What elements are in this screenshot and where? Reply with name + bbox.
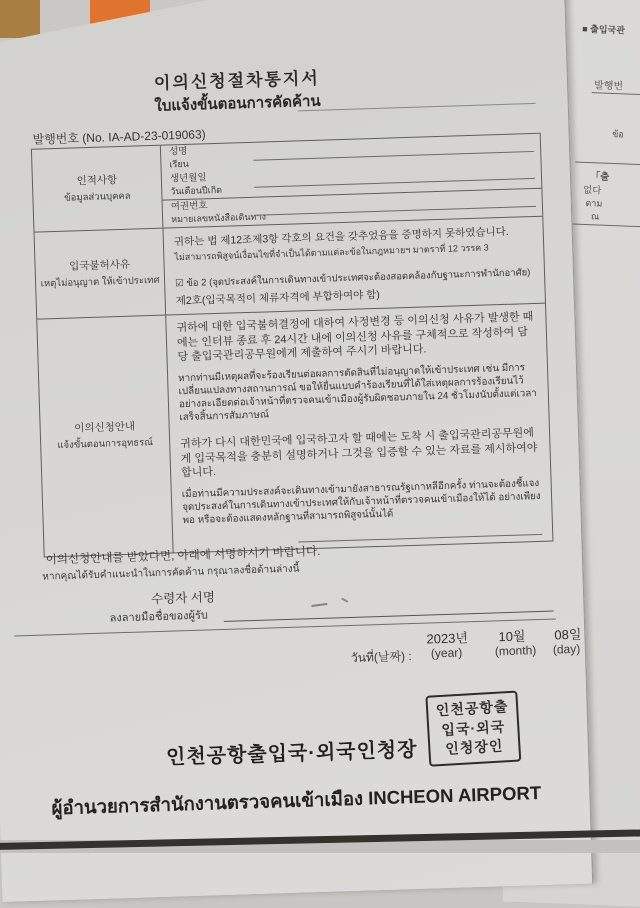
document-title-korean: 이의신청절차통지서 — [153, 68, 321, 93]
sheet2-text-fragment: ข้อ — [612, 128, 624, 140]
sign-instruction-ko: 이의신청안내를 받았다면, 아래에 서명하시기 바랍니다. — [45, 545, 321, 567]
passport-label-th: หมายเลขหนังสือเดินทาง — [171, 211, 267, 225]
denial-reason-label-th: เหตุไม่อนุญาต ให้เข้าประเทศ — [40, 274, 160, 290]
stamp-line-3: 인청장인 — [444, 737, 504, 757]
denial-reason-content — [162, 217, 545, 315]
sheet2-rule — [575, 162, 640, 168]
official-seal-stamp — [425, 691, 521, 767]
appeal-end-fill-line — [298, 530, 542, 543]
signature-label-ko: 수령자 서명 — [150, 590, 216, 607]
sheet2-text-fragment: ตาม — [585, 197, 603, 209]
birthdate-label-ko: 생년월일 — [169, 172, 207, 185]
appeal-guide-content — [165, 304, 552, 552]
section-divider-line — [14, 618, 556, 636]
personal-info-fields — [160, 134, 542, 228]
signature-label-th: ลงลายมือชื่อของผู้รับ — [109, 609, 209, 625]
appeal-paragraph-1-ko: 귀하에 대한 입국불허결정에 대하여 사정변경 등 이의신청 사유가 발생한 때에는 인터뷰 종료 후 24시간 내에 이의신청 사유를 구체적으로 작성하여 담당 출입국관리공무원에게 제출하여 주시기 바랍니다. — [176, 311, 534, 364]
denial-reason-label-ko: 입국불허사유 — [68, 258, 131, 273]
birthdate-label-th: วันเดือนปีเกิด — [170, 184, 223, 197]
appeal-paragraph-4-th: เมื่อท่านมีความประสงค์จะเดินทางเข้ามายังสาธารณรัฐเกาหลีอีกครั้ง ท่านจะต้องชี้แจงจุดประสงค์ในการเดินทางเข้าประเทศให้กับเจ้าหน้าที่ตรวจคนเข้าเมืองให้ได้ อย่างเพียงพอ หรือจะต้องแสดงหลักฐานที่สามารถพิสูจน์นั้นได้ — [181, 477, 541, 527]
date-year: 2023년 — [426, 630, 469, 647]
date-day-en: (day) — [552, 641, 581, 657]
handwritten-signature-mark — [311, 603, 327, 607]
personal-info-label-ko: 인적사항 — [76, 174, 118, 188]
handwritten-signature-mark — [341, 598, 348, 603]
date-year-en: (year) — [430, 645, 463, 661]
sheet2-text-fragment: 발행번 — [593, 80, 624, 93]
sheet2-text-fragment: ณ — [590, 211, 600, 222]
denial-statement-th: ไม่สามารถพิสูจน์เงื่อนไขที่จำเป็นได้ตามแต่ละข้อในกฎหมายฯ มาตราที่ 12 วรรค 3 — [174, 242, 489, 263]
issuer-title-thai: ผู้อำนวยการสำนักงานตรวจคนเข้าเมือง INCHEON AIRPORT — [51, 782, 542, 819]
checked-reason-item-th: ข้อ 2 (จุดประสงค์ในการเดินทางเข้าประเทศจะต้องสอดคล้องกับฐานะการพำนักอาศัย) — [186, 267, 531, 289]
sign-instruction-th: หากคุณได้รับคำแนะนำในการคัดค้าน กรุณาลงชื่อด้านล่างนี้ — [42, 563, 300, 583]
appeal-guide-row — [37, 304, 552, 556]
document-table — [31, 133, 554, 557]
date-day: 08일 — [554, 626, 582, 643]
sheet2-text-fragment: 「출 — [590, 171, 610, 183]
appeal-guide-label-ko: 이의신청안내 — [74, 420, 136, 435]
date-label: วันที่(날짜) : — [350, 649, 412, 665]
checked-reason-item-ko: 제2호(입국목적이 체류자격에 부합하여야 함) — [175, 288, 381, 308]
issue-number-label: 발행번호 — [32, 131, 80, 147]
denial-reason-label-cell — [35, 229, 166, 319]
date-month-en: (month) — [494, 643, 537, 659]
name-label-th: เรียน — [169, 158, 189, 170]
sheet2-text-fragment: 없다 — [582, 184, 602, 197]
issuer-title-korean: 인천공항출입국·외국인청장 — [165, 738, 418, 769]
issue-number-value: (No. IA-AD-23-019063) — [82, 127, 206, 146]
appeal-guide-label-cell — [37, 316, 172, 557]
name-label-ko: 성명 — [168, 145, 188, 158]
personal-info-label-th: ข้อมูลส่วนบุคคล — [64, 190, 131, 204]
date-month: 10월 — [498, 628, 526, 645]
sheet2-rule — [573, 224, 640, 230]
personal-info-row — [32, 134, 542, 233]
stamp-line-1: 인천공항출 — [435, 698, 509, 719]
appeal-paragraph-3-ko: 귀하가 다시 대한민국에 입국하고자 할 때에는 도착 시 출입국관리공무원에게 입국목적을 충분히 설명하거나 그것을 입증할 수 있는 자료를 제시하여야 합니다. — [180, 427, 538, 480]
checkbox-checked-icon: ☑ — [175, 278, 184, 290]
personal-info-label-cell — [32, 146, 163, 232]
sheet2-text-fragment: ■ 출입국관 — [582, 23, 626, 36]
appeal-guide-label-th: แจ้งขั้นตอนการอุทธรณ์ — [57, 437, 154, 452]
passport-label-ko: 여권번호 — [170, 200, 208, 213]
appeal-paragraph-2-th: หากท่านมีเหตุผลที่จะร้องเรียนต่อผลการตัดสินที่ไม่อนุญาตให้เข้าประเทศ เช่น มีการเปลี่ยนแปลงทางสถานการณ์ ขอให้ยื่นแบบคำร้องเรียนที่ได้ใส่เหตุผลการร้องเรียนไว้อย่างละเอียดต่อเจ้าหน้าที่ตรวจคนเข้าเมืองผู้รับผิดชอบภายใน 24 ชั่วโมงนับตั้งแต่เวลาเสร็จสิ้นการสัมภาษณ์ — [177, 361, 537, 424]
document-title-thai: ใบแจ้งขั้นตอนการคัดค้าน — [154, 92, 321, 115]
sheet2-fill-line — [592, 92, 640, 96]
denial-reason-row — [35, 217, 545, 320]
denial-statement-ko: 귀하는 법 제12조제3항 각호의 요건을 갖추었음을 증명하지 못하였습니다. — [173, 225, 509, 249]
stamp-line-2: 입국·외국 — [440, 717, 506, 738]
